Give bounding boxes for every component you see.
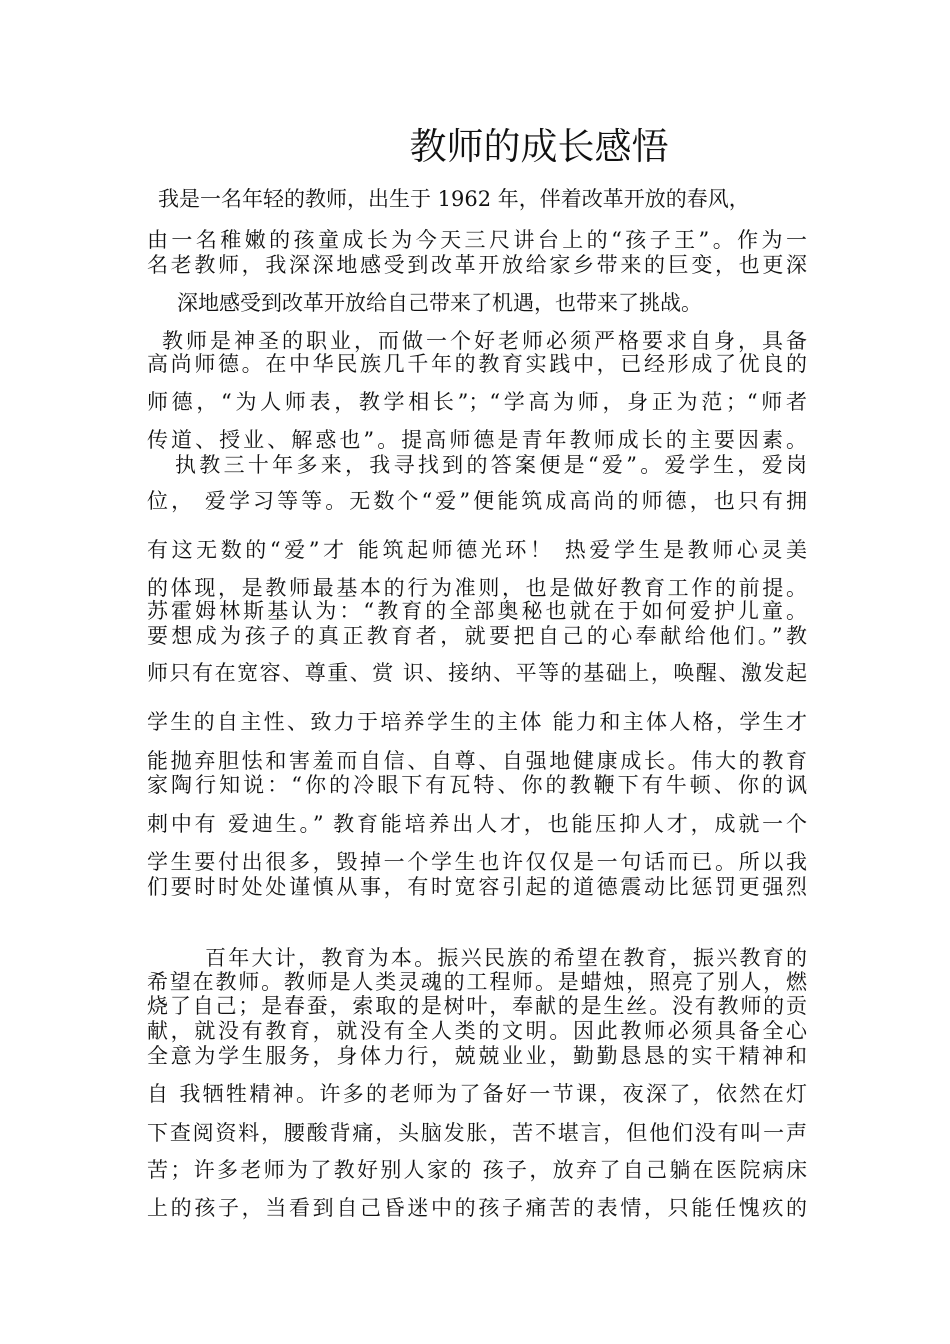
paragraph-line: 的体现，是教师最基本的行为准则，也是做好教育工作的前提。 [147,576,807,600]
paragraph-line: 教师是神圣的职业，而做一个好老师必须严格要求自身，具备 [162,329,807,353]
paragraph-line: 苦；许多老师为了教好别人家的 孩子，放弃了自己躺在医院病床 [147,1158,807,1182]
paragraph-line: 刺中有 爱迪生。” 教育能培养出人才，也能压抑人才，成就一个 [147,812,807,836]
paragraph-line: 希望在教师。教师是人类灵魂的工程师。是蜡烛，照亮了别人，燃 [147,970,807,994]
paragraph-line: 位， 爱学习等等。无数个“爱”便能筑成高尚的师德，也只有拥 [147,489,807,513]
document-title: 教师的成长感悟 [409,125,669,168]
paragraph-line: 家陶行知说：“你的冷眼下有瓦特、你的教鞭下有牛顿、你的讽 [147,773,807,797]
paragraph-line: 执教三十年多来，我寻找到的答案便是“爱”。爱学生，爱岗 [175,453,807,477]
paragraph-line: 自 我牺牲精神。许多的老师为了备好一节课，夜深了，依然在灯 [147,1082,807,1106]
paragraph-line: 能抛弃胆怯和害羞而自信、自尊、自强地健康成长。伟大的教育 [147,749,807,773]
paragraph-line: 高尚师德。在中华民族几千年的教育实践中，已经形成了优良的 [147,352,807,376]
paragraph-line: 下查阅资料，腰酸背痛，头脑发胀，苦不堪言，但他们没有叫一声 [147,1121,807,1145]
paragraph-line: 要想成为孩子的真正教育者，就要把自己的心奉献给他们。”教 [147,624,807,648]
paragraph-line: 学生要付出很多，毁掉一个学生也许仅仅是一句话而已。所以我 [147,850,807,874]
paragraph-line: 传道、授业、解惑也”。提高师德是青年教师成长的主要因素。 [147,428,807,452]
paragraph-line: 师德，“为人师表，教学相长”；“学高为师，身正为范；“师者 [147,390,807,414]
paragraph-line: 全意为学生服务，身体力行，兢兢业业，勤勤恳恳的实干精神和 [147,1044,807,1068]
paragraph-line: 学生的自主性、致力于培养学生的主体 能力和主体人格，学生才 [147,710,807,734]
paragraph-line: 烧了自己；是春蚕，索取的是树叶，奉献的是生丝。没有教师的贡 [147,994,807,1018]
paragraph-line: 上的孩子，当看到自己昏迷中的孩子痛苦的表情，只能任愧疚的 [147,1196,807,1220]
paragraph-line: 师只有在宽容、尊重、赏 识、接纳、平等的基础上，唤醒、激发起 [147,661,807,685]
paragraph-line: 我是一名年轻的教师，出生于 1962 年，伴着改革开放的春风， [158,187,750,211]
paragraph-line: 有这无数的“爱”才 能筑起师德光环！ 热爱学生是教师心灵美 [147,538,807,562]
paragraph-line: 百年大计，教育为本。振兴民族的希望在教育，振兴教育的 [205,946,807,970]
paragraph-line: 们要时时处处谨慎从事，有时宽容引起的道德震动比惩罚更强烈 [147,875,807,899]
paragraph-line: 名老教师，我深深地感受到改革开放给家乡带来的巨变，也更深 [147,253,807,277]
paragraph-line: 苏霍姆林斯基认为：“教育的全部奥秘也就在于如何爱护儿童。 [147,599,807,623]
paragraph-line: 献，就没有教育，就没有全人类的文明。因此教师必须具备全心 [147,1019,807,1043]
paragraph-line: 由一名稚嫩的孩童成长为今天三尺讲台上的“孩子王”。作为一 [147,228,807,252]
paragraph-line: 深地感受到改革开放给自己带来了机遇，也带来了挑战。 [177,291,702,315]
